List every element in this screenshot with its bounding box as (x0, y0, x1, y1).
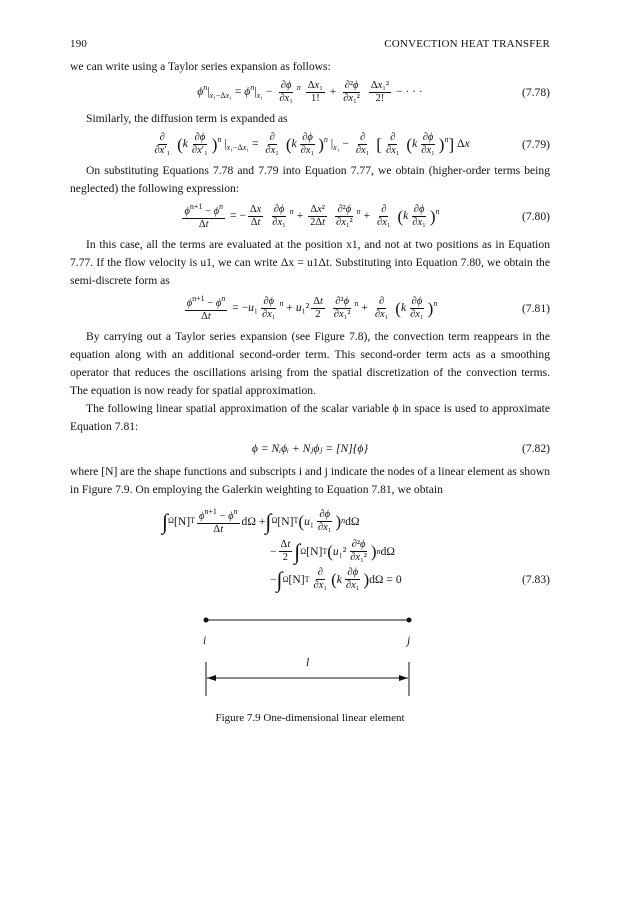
equation-7-83: ∫ Ω [N] T $\frac{\phi^{n+1} - \phi^n}{\Delta t}$ dΩ + ∫ Ω [N] T ( u ₁ $\frac{\partial\phi}{\text{∂x₁}}$ ) n dΩ − $\frac{\Delta t}{2}$ ∫ Ω [N] T ( u ₁² $\frac{\text{∂²ϕ}}{\text{∂x₁²}}$ ) n dΩ − ∫ Ω [N] T $\frac{\partial}{\text{∂x₁}}$ ( k $\frac{\partial\phi}{\text{∂x₁}}$ ) dΩ = 0 (7.83) (162, 507, 550, 592)
equation-7-81: $\frac{\phi^{n+1} - \phi^n}{\Delta t}$ = −u₁ $\frac{\partial\phi}{\text{∂x₁}}$ $^n$ + u₁² $\frac{\Delta t}{2}$ $\frac{\text{∂²ϕ}}{\text{∂x₁²}}$ $^n$ + $\frac{\partial}{\text{∂x₁}}$ (k $\frac{\partial\phi}{\text{∂x₁}}$ )$^n$ (7.81) (186, 294, 550, 323)
node-i-label: i (203, 634, 207, 648)
element-diagram (70, 606, 550, 706)
equation-number: (7.81) (521, 301, 550, 315)
equation-7-79: $\frac{\partial}{\text{∂x′₁}}$ (k $\frac{\partial\phi}{\text{∂x′₁}}$ )$^n$ $|_{x_1-\Delta x_1}$ = $\frac{\partial}{\text{∂x₁}}$ (k $\frac{\partial\phi}{\text{∂x₁}}$ )$^n$ $|_{x_1}$ − $\frac{\partial}{\text{∂x₁}}$ [ $\frac{\partial}{\text{∂x₁}}$ (k $\frac{\partial\phi}{\text{∂x₁}}$ )$^n$] Δx (7.79) (154, 132, 550, 157)
equation-number: (7.83) (521, 572, 550, 586)
page-header (70, 36, 550, 53)
paragraph: Similarly, the diffusion term is expanded as (86, 112, 288, 126)
equation-number: (7.80) (521, 209, 550, 223)
arrow-left (207, 675, 216, 681)
equation-7-78: $\phi^n|_{x_1-\Delta x_1} = \phi^n|_{x_1}$ − $\frac{\partial\phi}{\text{∂x₁}}$ $^n$ $\frac{\text{Δx₁}}{1!}$ + $\frac{\text{∂²ϕ}}{\text{∂x₁²}}$ $\frac{\text{Δx₁²}}{2!}$ − · · · (7.78) (197, 80, 550, 105)
node-j-dot (407, 618, 412, 623)
equation-7-80: $\frac{\phi^{n+1} - \phi^n}{\Delta t}$ = − $\frac{\Delta x}{\Delta t}$ $\frac{\partial\phi}{\text{∂x₁}}$ $^n$ + $\frac{\text{Δx²}}{2\Delta t}$ $\frac{\text{∂²ϕ}}{\text{∂x₁²}}$ $^n$ + $\frac{\partial}{\text{∂x₁}}$ (k $\frac{\partial\phi}{\text{∂x₁}}$ )$^n$ (7.80) (184, 202, 550, 231)
paragraph: By carrying out a Taylor series expansion (see Figure 7.8), the convection term reappears in the equation along with an additional second-order term. This second-order term acts as a smoothing operator that reduces the oscillations arising from the spatial discretization of the convection terms. The equation is now ready for spatial approximation. (70, 330, 550, 398)
equation-number: (7.82) (521, 442, 550, 456)
paragraph: we can write using a Taylor series expansion as follows: (70, 60, 331, 74)
equation-number: (7.79) (521, 137, 550, 151)
page-number: 190 (70, 38, 88, 50)
equation-number: (7.78) (521, 85, 550, 99)
node-j-label: j (407, 634, 411, 648)
node-i-dot (204, 618, 209, 623)
page (70, 36, 550, 726)
arrow-right (399, 675, 408, 681)
equation-7-82 (70, 440, 550, 458)
running-title: CONVECTION HEAT TRANSFER (384, 38, 550, 50)
figure-caption: Figure 7.9 One-dimensional linear element (215, 712, 405, 725)
equation-text: ϕ = Nᵢϕᵢ + Nⱼϕⱼ = [N]{ϕ} (251, 442, 369, 456)
paragraph: On substituting Equations 7.78 and 7.79 into Equation 7.77, we obtain (higher-order terms being neglected) the following expression: (70, 164, 550, 196)
paragraph: The following linear spatial approximation of the scalar variable ϕ in space is used to approximate Equation 7.81: (70, 402, 550, 434)
paragraph: where [N] are the shape functions and subscripts i and j indicate the nodes of a linear element as shown in Figure 7.9. On employing the Galerkin weighting to Equation 7.81, we obtain (70, 465, 550, 497)
figure-linear-element (70, 606, 550, 726)
length-label: l (306, 656, 310, 670)
paragraph: In this case, all the terms are evaluated at the position x1, and not at two positions as in Equation 7.77. If the flow velocity is u1, we can write Δx = u1Δt. Substituting into Equation 7.80, we obtain the semi-discrete form as (70, 238, 550, 288)
